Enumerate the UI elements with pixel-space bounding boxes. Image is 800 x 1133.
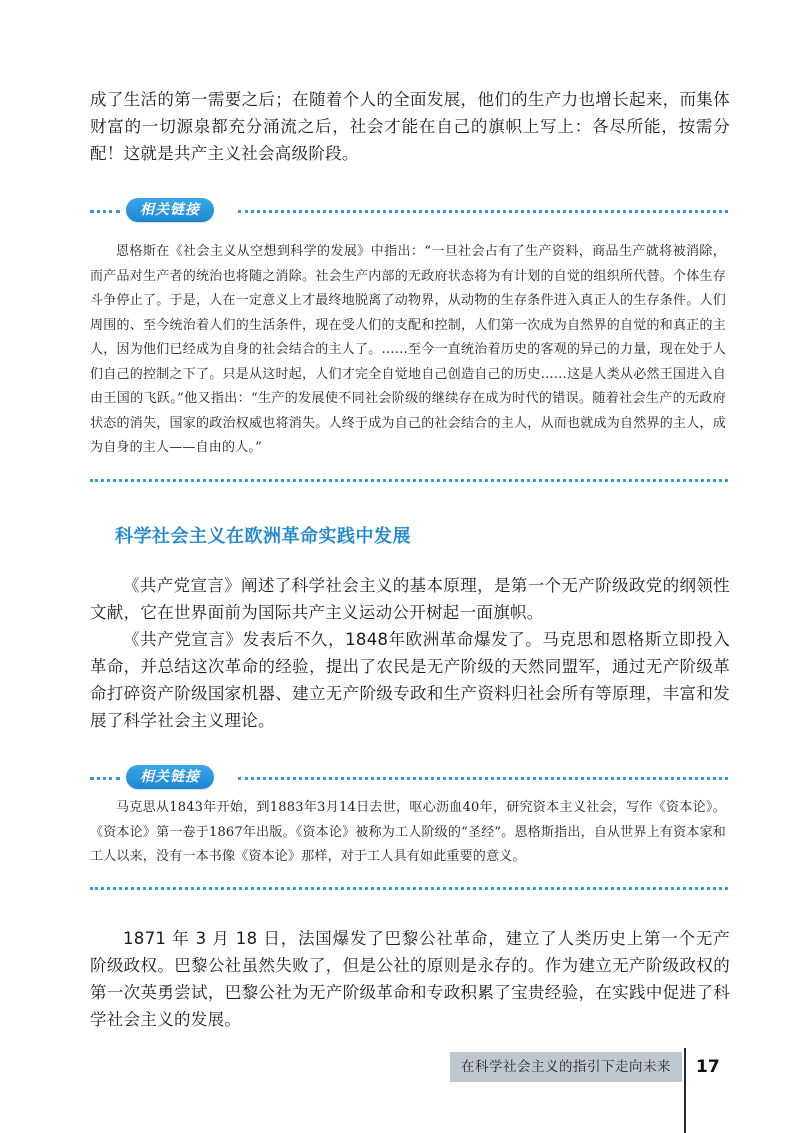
- running-title: 在科学社会主义的指引下走向未来: [450, 1052, 682, 1082]
- dotted-divider: [90, 479, 728, 482]
- dotted-divider: [90, 777, 120, 780]
- related-link-text: 马克思从1843年开始，到1883年3月14日去世，呕心沥血40年，研究资本主义社会，写作《资本论》。《资本论》第一卷于1867年出版。《资本论》被称为工人阶级的“圣经”。恩格斯指出，自从世界上有资本家和工人以来，没有一本书像《资本论》那样，对于工人具有如此重要的意义。: [90, 800, 726, 864]
- section-title: 科学社会主义在欧洲革命实践中发展: [115, 526, 411, 547]
- paragraph-top: 成了生活的第一需要之后；在随着个人的全面发展，他们的生产力也增长起来，而集体财富的一切源泉都充分涌流之后，社会才能在自己的旗帜上写上：各尽所能，按需分配！这就是共产主义社会高级阶段。: [90, 90, 730, 163]
- dotted-divider: [238, 210, 728, 213]
- related-link-badge: 相关链接: [126, 198, 214, 222]
- dotted-divider: [90, 210, 120, 213]
- paragraph: 1871 年 3 月 18 日，法国爆发了巴黎公社革命，建立了人类历史上第一个无产阶级政权。巴黎公社虽然失败了，但是公社的原则是永存的。作为建立无产阶级政权的第一次英勇尝试，巴黎公社为无产阶级革命和专政积累了宝贵经验，在实践中促进了科学社会主义的发展。: [90, 929, 730, 1029]
- paragraph: 《共产党宣言》阐述了科学社会主义的基本原理，是第一个无产阶级政党的纲领性文献，它在世界面前为国际共产主义运动公开树起一面旗帜。: [90, 576, 730, 622]
- footer-rule: [684, 1048, 686, 1133]
- dotted-divider: [238, 777, 728, 780]
- page-number: 17: [696, 1057, 720, 1077]
- dotted-divider: [90, 887, 728, 890]
- related-link-badge: 相关链接: [126, 765, 214, 789]
- paragraph: 《共产党宣言》发表后不久，1848年欧洲革命爆发了。马克思和恩格斯立即投入革命，并总结这次革命的经验，提出了农民是无产阶级的天然同盟军，通过无产阶级革命打碎资产阶级国家机器、建立无产阶级专政和生产资料归社会所有等原理，丰富和发展了科学社会主义理论。: [90, 630, 730, 730]
- related-link-text: 恩格斯在《社会主义从空想到科学的发展》中指出：“一旦社会占有了生产资料，商品生产就将被消除，而产品对生产者的统治也将随之消除。社会生产内部的无政府状态将为有计划的自觉的组织所代替。个体生存斗争停止了。于是，人在一定意义上才最终地脱离了动物界，从动物的生存条件进入真正人的生存条件。人们周围的、至今统治着人们的生活条件，现在受人们的支配和控制，人们第一次成为自然界的自觉的和真正的主人，因为他们已经成为自身的社会结合的主人了。……至今一直统治着历史的客观的异己的力量，现在处于人们自己的控制之下了。只是从这时起，人们才完全自觉地自己创造自己的历史……这是人类从必然王国进入自由王国的飞跃。”他又指出：“生产的发展使不同社会阶级的继续存在成为时代的错误。随着社会生产的无政府状态的消失，国家的政治权威也将消失。人终于成为自己的社会结合的主人，从而也就成为自然界的主人，成为自身的主人——自由的人。”: [90, 244, 726, 455]
